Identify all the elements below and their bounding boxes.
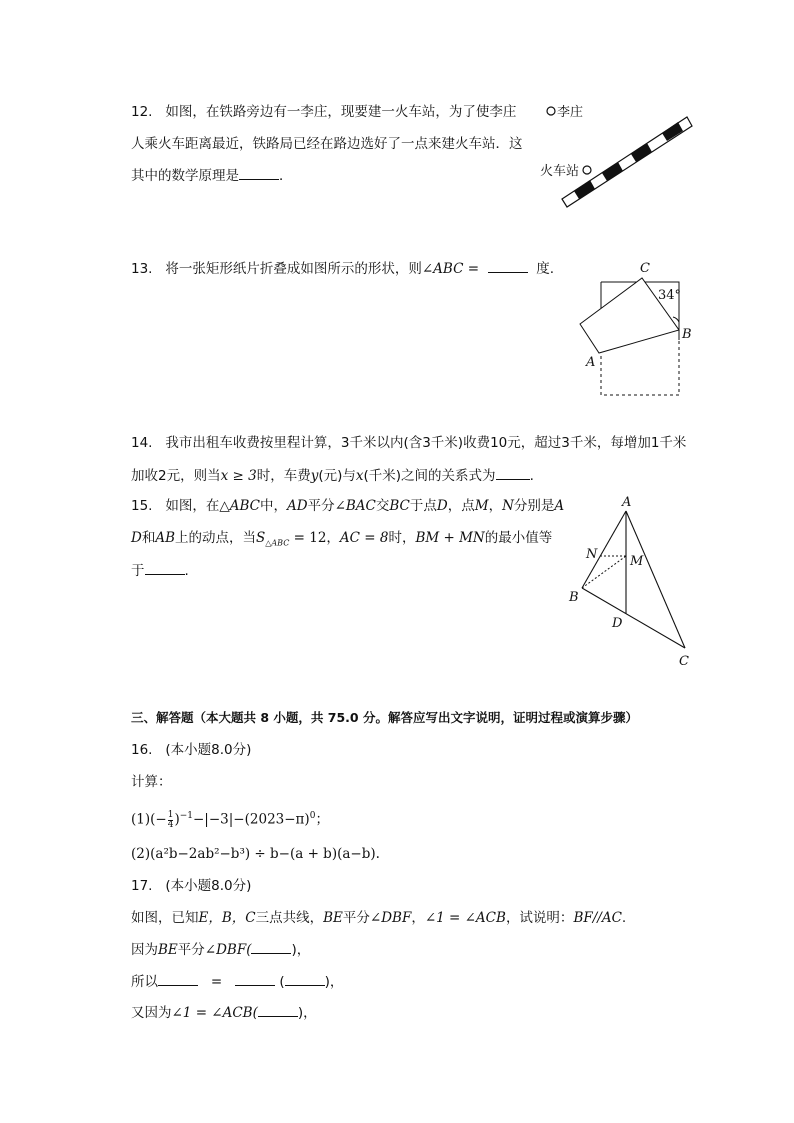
q15-math: D	[436, 498, 448, 514]
q17-math: E，B，C	[198, 910, 256, 926]
q15-text: ，	[488, 498, 503, 514]
q15-text: 如图，在	[165, 498, 220, 514]
q16-number: 16.	[131, 742, 153, 758]
q15-area-value: = 12，	[293, 530, 340, 546]
q16-prompt	[131, 773, 172, 791]
q17-text: 所以	[131, 974, 158, 990]
q17-text: )，	[297, 1005, 317, 1021]
q12-line3	[131, 166, 293, 185]
q17-math: ∠DBF(	[204, 942, 252, 958]
q15-area-symbol: S	[256, 530, 266, 546]
q15-math: AC = 8	[339, 530, 389, 546]
q12-text-3: 其中的数学原理是	[131, 168, 239, 184]
q15-text: ，点	[447, 498, 475, 514]
q17-reason-blank-2[interactable]	[285, 972, 325, 986]
q17-reason-blank-3[interactable]	[258, 1003, 298, 1017]
q12-railway-figure	[530, 95, 700, 210]
q14-text-2b: 时，车费	[256, 468, 311, 484]
village-point	[547, 107, 555, 115]
q17-line1	[131, 909, 626, 927]
q17-blank-left[interactable]	[158, 972, 198, 986]
q15-math: D	[131, 530, 142, 546]
label-b: B	[682, 327, 692, 342]
station-label: 火车站	[540, 164, 580, 179]
q17-text: 又因为	[131, 1005, 172, 1021]
railway-track	[562, 117, 692, 207]
fig-label-m: M	[630, 554, 644, 569]
q16-p1-middle: −|−3|−(2023−π)	[193, 811, 310, 828]
q15-text: 于点	[409, 498, 437, 514]
q16-p1-exponent2: 0	[309, 811, 316, 821]
q17-math: ∠1 = ∠ACB(	[171, 1005, 258, 1021]
label-angle: 34°	[658, 288, 682, 303]
q17-text: 因为	[131, 942, 158, 958]
station-point	[583, 166, 591, 174]
q17-text: .	[621, 910, 627, 926]
q16-prompt-text: 计算：	[131, 774, 172, 790]
q16-header	[131, 741, 251, 759]
q17-line3	[131, 972, 343, 991]
q15-text: 上的动点，当	[175, 530, 256, 546]
q16-p1-end: ；	[315, 811, 329, 828]
q17-score: (本小题8.0分)	[165, 878, 252, 894]
angle-arc	[673, 317, 679, 322]
q12-text-1: 如图，在铁路旁边有一李庄，现要建一火车站，为了使李庄	[165, 104, 517, 120]
q17-line2	[131, 940, 310, 959]
q16-part2	[131, 845, 380, 863]
q14-number: 14.	[131, 435, 153, 451]
q17-reason-blank-1[interactable]	[251, 940, 291, 954]
q15-math: M	[474, 498, 489, 514]
q13-text: 将一张矩形纸片折叠成如图所示的形状，则	[165, 261, 422, 277]
q12-period: ．	[279, 168, 293, 184]
q17-number: 17.	[131, 878, 153, 894]
q16-score: (本小题8.0分)	[165, 742, 252, 758]
q15-text: 和	[141, 530, 156, 546]
q14-text-1: 我市出租车收费按里程计算，3千米以内(含3千米)收费10元，超过3千米，每增加1千米	[165, 435, 687, 451]
q14-line1	[131, 434, 686, 452]
q14-period: .	[529, 468, 534, 484]
q15-line3	[131, 561, 189, 580]
section-heading	[131, 709, 638, 727]
triangle-abc	[582, 511, 685, 648]
q14-var-y: y	[310, 468, 319, 484]
q15-text: 交	[375, 498, 390, 514]
q15-number: 15.	[131, 498, 153, 514]
q15-math: AB	[155, 530, 175, 546]
q12-number: 12.	[131, 104, 153, 120]
q15-text: 中，	[260, 498, 287, 514]
q14-condition: x ≥ 3	[220, 468, 257, 484]
q17-blank-right[interactable]	[235, 972, 275, 986]
q14-text-2a: 加收2元，则当	[131, 468, 221, 484]
q15-math: BC	[389, 498, 410, 514]
q17-text: ，	[411, 910, 425, 926]
section-heading-text: 三、解答题（本大题共 8 小题，共 75.0 分。解答应写出文字说明，证明过程或演算步骤）	[131, 710, 638, 725]
q16-part1	[131, 807, 329, 830]
q15-text: 分别是	[513, 498, 555, 514]
q15-text: 的最小值等	[484, 530, 553, 546]
q17-text: 平分	[342, 910, 370, 926]
q15-line1	[131, 497, 564, 515]
q15-math: △ABC	[219, 498, 260, 514]
q15-math: A	[554, 498, 565, 514]
q16-fraction	[168, 811, 174, 830]
label-c: C	[640, 261, 650, 276]
q15-math: BM + MN	[415, 530, 485, 546]
q15-text: 平分	[307, 498, 335, 514]
fig-label-c: C	[679, 654, 689, 669]
q17-text: 平分	[177, 942, 205, 958]
q17-text: ，试说明：	[505, 910, 574, 926]
q13-unit: 度.	[536, 261, 555, 277]
q17-math: BF//AC	[573, 910, 622, 926]
q16-p1-exponent: −1	[179, 811, 193, 821]
fig-label-n: N	[586, 547, 598, 562]
fig-label-a: A	[622, 495, 632, 510]
label-a: A	[586, 355, 596, 370]
q17-text: (	[279, 974, 285, 990]
q15-period: .	[184, 563, 189, 579]
q14-text-2c: (元)与	[318, 468, 356, 484]
q15-answer-blank[interactable]	[145, 561, 185, 575]
q17-math: BE	[323, 910, 343, 926]
q15-area-subscript: △ABC	[265, 538, 290, 548]
q12-text-2: 人乘火车距离最近，铁路局已经在路边选好了一点来建火车站．这	[131, 136, 523, 152]
q13-angle: ∠ABC =	[421, 261, 480, 277]
q17-text: 如图，已知	[131, 910, 199, 926]
q12-line1	[131, 103, 516, 121]
q16-fraction-denominator: 4	[167, 819, 174, 830]
q13-folded-rectangle-figure	[575, 256, 695, 401]
q17-math: BE	[158, 942, 178, 958]
q15-triangle-figure	[560, 495, 700, 675]
q17-math: ∠DBF	[369, 910, 412, 926]
q15-line2	[131, 529, 552, 553]
village-label: 李庄	[557, 105, 584, 120]
q12-answer-blank[interactable]	[239, 166, 279, 180]
q17-equals: =	[210, 974, 223, 990]
q12-line2	[131, 135, 523, 153]
q14-answer-blank[interactable]	[496, 466, 530, 480]
q17-math: ∠1 = ∠ACB	[424, 910, 506, 926]
q13-number: 13.	[131, 261, 153, 277]
q13-line	[131, 259, 554, 278]
q17-header	[131, 877, 251, 895]
q15-math: N	[502, 498, 514, 514]
q16-p1-prefix: (1)(−	[131, 811, 167, 828]
q16-p1-paren: )	[174, 811, 180, 828]
q16-p2-text: (2)(a²b−2ab²−b³) ÷ b−(a + b)(a−b).	[131, 846, 380, 862]
q14-text-2d: (千米)之间的关系式为	[363, 468, 496, 484]
q17-text: 三点共线，	[255, 910, 324, 926]
q14-line2	[131, 466, 534, 485]
q14-var-x: x	[355, 468, 364, 484]
q17-text: )，	[324, 974, 344, 990]
q15-text: 于	[131, 563, 145, 579]
q17-line4	[131, 1003, 317, 1022]
q15-text: 时，	[388, 530, 416, 546]
q13-answer-blank[interactable]	[488, 259, 528, 273]
q15-math: ∠BAC	[334, 498, 376, 514]
q17-text: )，	[291, 942, 311, 958]
fig-label-b: B	[569, 590, 579, 605]
fig-label-d: D	[612, 616, 623, 631]
q15-math: AD	[287, 498, 308, 514]
q16-fraction-numerator: 1	[167, 809, 174, 820]
